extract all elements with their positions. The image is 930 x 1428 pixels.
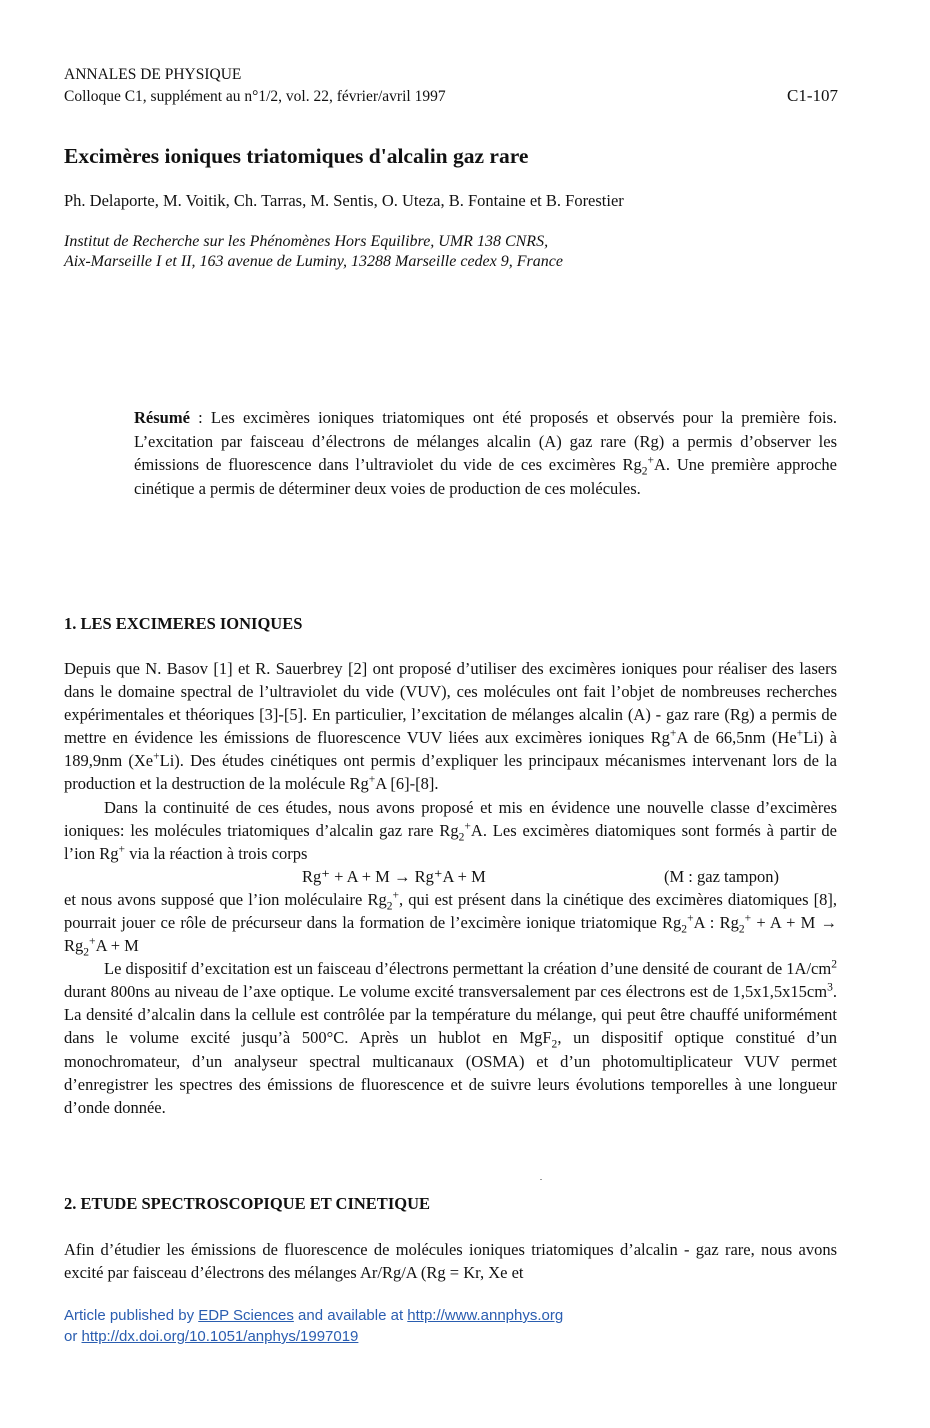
- paragraph: [64, 888, 837, 957]
- paragraph: Afin d’étudier les émissions de fluorescence de molécules ioniques triatomiques d’alcalin - gaz rare, nous avons excité par faisceau d’électrons des mélanges Ar/Rg/A (Rg = Kr, Xe et: [64, 1240, 837, 1283]
- footer-line-2: [64, 1326, 563, 1347]
- text: Le dispositif d’excitation est un faisceau d’électrons permettant la création d’une densité de courant de 1A/cm: [104, 959, 832, 979]
- affiliation: [64, 232, 563, 272]
- section-2-heading: 2. ETUDE SPECTROSCOPIQUE ET CINETIQUE: [64, 1194, 430, 1213]
- text: et nous avons supposé que l’ion moléculaire Rg: [64, 889, 387, 909]
- affiliation-line-2: Aix-Marseille I et II, 163 avenue de Luminy, 13288 Marseille cedex 9, France: [64, 253, 563, 270]
- paragraph: [64, 657, 837, 796]
- divider-mark: [540, 1179, 542, 1180]
- superscript: +: [744, 912, 752, 925]
- footer-text: Article published by: [64, 1307, 199, 1324]
- subscript: 2: [641, 465, 648, 478]
- footer-text: and available at: [293, 1307, 408, 1324]
- journal-name: ANNALES DE PHYSIQUE: [64, 66, 242, 83]
- abstract-text: : Les excimères ioniques triatomiques ont été proposés et observés pour la première fois. L’excitation par faisceau d’électrons de mélanges alcalin (A) gaz rare (Rg) a permis d’observer les émissions de fluorescence dans l’ultraviolet du vide de ces excimères Rg: [134, 408, 837, 474]
- paragraph: [64, 796, 837, 865]
- subscript: 2: [551, 1038, 558, 1051]
- equation-note: (M : gaz tampon): [664, 866, 780, 886]
- text: Li) à 189,9nm (Xe: [64, 728, 837, 771]
- equation-reaction: Rg⁺ + A + M → Rg⁺A + M: [302, 866, 486, 886]
- abstract-text-end: A. Une première approche cinétique a permis de déterminer deux voies de production de ces molécules.: [134, 455, 837, 498]
- superscript: +: [796, 727, 804, 740]
- text: A de 66,5nm (He: [676, 728, 797, 748]
- journal-site-link[interactable]: http://www.annphys.org: [407, 1307, 564, 1324]
- section-1-body: [64, 657, 837, 1119]
- superscript: 2: [831, 958, 837, 971]
- page-number: C1-107: [787, 86, 838, 105]
- publisher-link[interactable]: EDP Sciences: [198, 1307, 294, 1324]
- footer-line-1: [64, 1305, 563, 1326]
- text: A : Rg: [693, 912, 739, 932]
- text: via la réaction à trois corps: [125, 843, 308, 863]
- journal-header: [64, 64, 446, 108]
- text: A + M: [95, 936, 139, 956]
- superscript: +: [647, 454, 655, 467]
- superscript: +: [118, 843, 126, 856]
- subscript: 2: [458, 830, 465, 843]
- journal-issue: Colloque C1, supplément au n°1/2, vol. 22, février/avril 1997: [64, 88, 446, 105]
- section-1-heading: 1. LES EXCIMERES IONIQUES: [64, 614, 303, 633]
- superscript: 3: [827, 981, 833, 994]
- text: + A + M → Rg: [64, 912, 837, 956]
- equation: [64, 865, 837, 888]
- subscript: 2: [681, 923, 688, 936]
- text: Li). Des études cinétiques ont permis d’expliquer les principaux mécanismes intervenant lors de la production et la destruction de la molécule Rg: [64, 751, 837, 794]
- text: durant 800ns au niveau de l’axe optique. Le volume excité transversalement par ces électrons est de 1,5x1,5x15cm: [64, 982, 828, 1002]
- text: A. Les excimères diatomiques sont formés à partir de l’ion Rg: [64, 820, 837, 863]
- text: Dans la continuité de ces études, nous avons proposé et mis en évidence une nouvelle classe d’excimères ioniques: les molécules triatomiques d’alcalin gaz rare Rg: [64, 797, 837, 840]
- text: , un dispositif optique constitué d’un monochromateur, d’un analyseur spectral multicanaux (OSMA) et d’un photomultiplicateur VUV permet d’enregistrer les spectres des émissions de fluorescence et de suivre leurs évolutions temporelles à une longueur d’onde donnée.: [64, 1028, 837, 1117]
- subscript: 2: [83, 946, 90, 959]
- doi-link[interactable]: http://dx.doi.org/10.1051/anphys/1997019: [81, 1328, 359, 1345]
- article-title: Excimères ioniques triatomiques d'alcalin gaz rare: [64, 144, 529, 168]
- affiliation-line-1: Institut de Recherche sur les Phénomènes Hors Equilibre, UMR 138 CNRS,: [64, 233, 549, 250]
- paragraph: [64, 957, 837, 1119]
- superscript: +: [687, 912, 694, 925]
- text: , qui est présent dans la cinétique des excimères diatomiques [8], pourrait jouer ce rôle de précurseur dans la formation de l’excimère ionique triatomique Rg: [64, 889, 838, 932]
- superscript: +: [368, 773, 376, 786]
- footer-text: or: [64, 1328, 82, 1345]
- text: . La densité d’alcalin dans la cellule est contrôlée par la température du mélange, qui peut être chauffé uniformément dans le volume excité jusqu’à 500°C. Après un hublot en MgF: [64, 982, 837, 1048]
- text: Depuis que N. Basov [1] et R. Sauerbrey [2] ont proposé d’utiliser des excimères ioniques pour réaliser des lasers dans le domaine spectral de l’ultraviolet du vide (VUV), ces molécules ont fait l’objet de nombreuses recherches expérimentales et théoriques [3]-[5]. En particulier, l’excitation de mélanges alcalin (A) - gaz rare (Rg) a permis de mettre en évidence les émissions de fluorescence VUV liées aux excimères ioniques Rg: [64, 659, 837, 748]
- author-list: Ph. Delaporte, M. Voitik, Ch. Tarras, M. Sentis, O. Uteza, B. Fontaine et B. Forestier: [64, 191, 624, 210]
- superscript: +: [464, 820, 471, 833]
- subscript: 2: [738, 923, 745, 936]
- text: A [6]-[8].: [375, 774, 439, 794]
- abstract-label: Résumé: [134, 408, 190, 427]
- superscript: +: [89, 935, 96, 948]
- abstract: [134, 406, 837, 500]
- subscript: 2: [386, 900, 393, 913]
- superscript: +: [153, 750, 160, 763]
- superscript: +: [392, 889, 400, 902]
- publication-footer: [64, 1305, 563, 1347]
- superscript: +: [669, 727, 677, 740]
- section-2-body: [64, 1238, 837, 1284]
